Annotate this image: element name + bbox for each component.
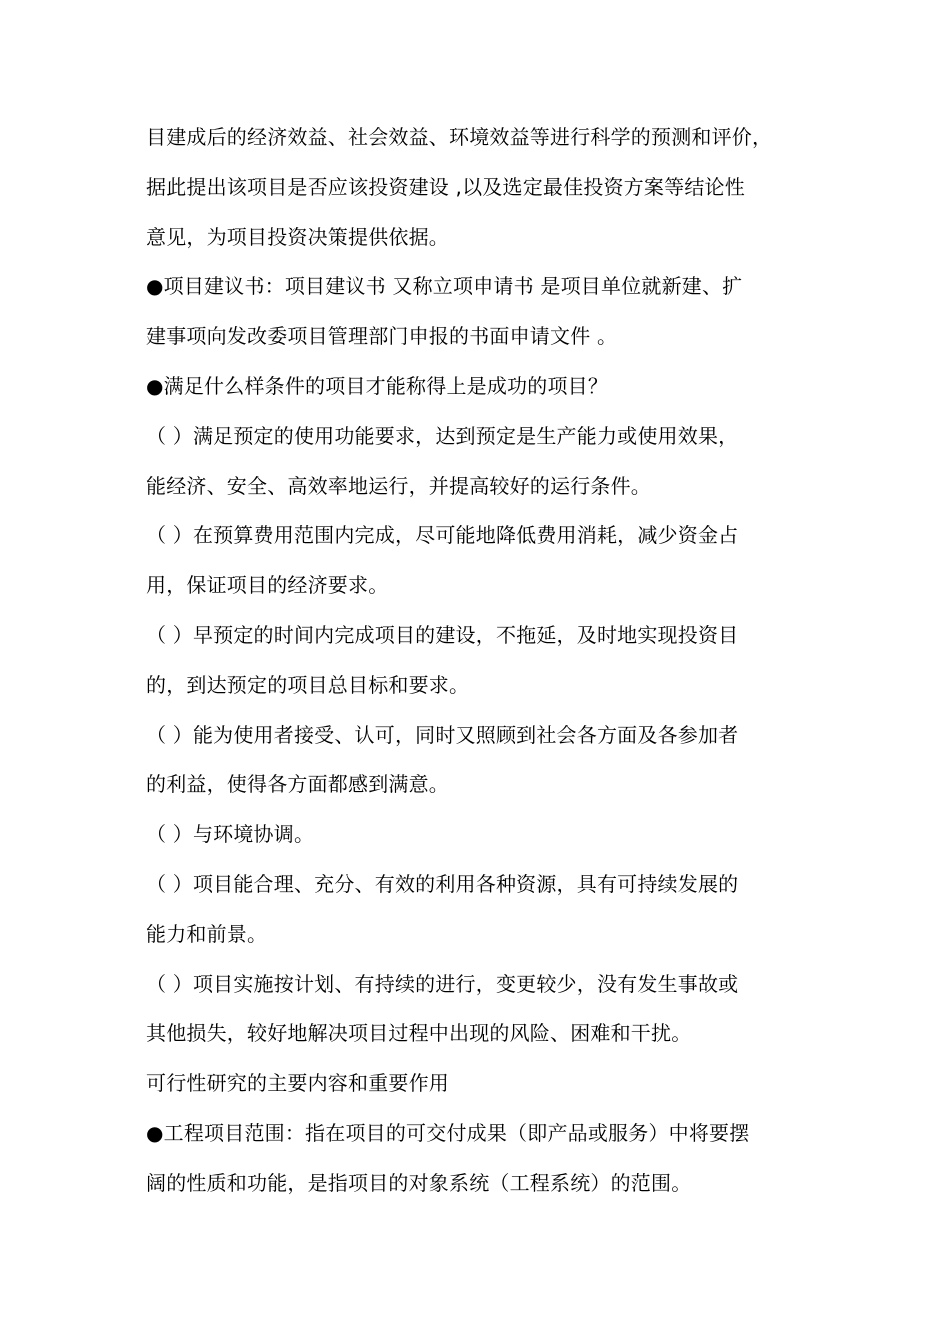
- text-line: 的，到达预定的项目总目标和要求。: [146, 672, 470, 697]
- document-body: [146, 113, 826, 1209]
- text-line: 用，保证项目的经济要求。: [146, 573, 389, 598]
- text-line: （ ）与环境协调。: [146, 822, 315, 847]
- text-line: 阔的性质和功能，是指项目的对象系统（工程系统）的范围。: [146, 1170, 692, 1195]
- text-line: （ ）在预算费用范围内完成，尽可能地降低费用消耗，减少资金占: [146, 523, 739, 548]
- bullet-line: ●项目建议书：项目建议书 又称立项申请书 是项目单位就新建、扩: [146, 274, 743, 299]
- text-line: 意见，为项目投资决策提供依据。: [146, 224, 449, 249]
- text-line: （ ）项目实施按计划、有持续的进行，变更较少，没有发生事故或: [146, 971, 739, 996]
- bullet-line: ●满足什么样条件的项目才能称得上是成功的项目？: [146, 373, 609, 398]
- text-line: 建事项向发改委项目管理部门申报的书面申请文件 。: [146, 324, 618, 349]
- text-line: （ ）项目能合理、充分、有效的利用各种资源，具有可持续发展的: [146, 871, 739, 896]
- text-line: 目建成后的经济效益、社会效益、环境效益等进行科学的预测和评价，: [146, 125, 773, 149]
- text-line: 其他损失，较好地解决项目过程中出现的风险、困难和干扰。: [146, 1021, 692, 1046]
- bullet-line: ●工程项目范围：指在项目的可交付成果（即产品或服务）中将要摆: [146, 1120, 750, 1145]
- text-line: （ ）满足预定的使用功能要求，达到预定是生产能力或使用效果，: [146, 423, 739, 448]
- text-line: （ ）早预定的时间内完成项目的建设，不拖延，及时地实现投资目: [146, 622, 739, 647]
- section-heading: 可行性研究的主要内容和重要作用: [146, 1071, 449, 1096]
- text-line: 能力和前景。: [146, 921, 268, 946]
- text-line: 据此提出该项目是否应该投资建设 ,以及选定最佳投资方案等结论性: [146, 174, 745, 199]
- text-line: （ ）能为使用者接受、认可，同时又照顾到社会各方面及各参加者: [146, 722, 739, 747]
- text-line: 的利益，使得各方面都感到满意。: [146, 772, 449, 797]
- text-line: 能经济、安全、高效率地运行，并提高较好的运行条件。: [146, 473, 651, 498]
